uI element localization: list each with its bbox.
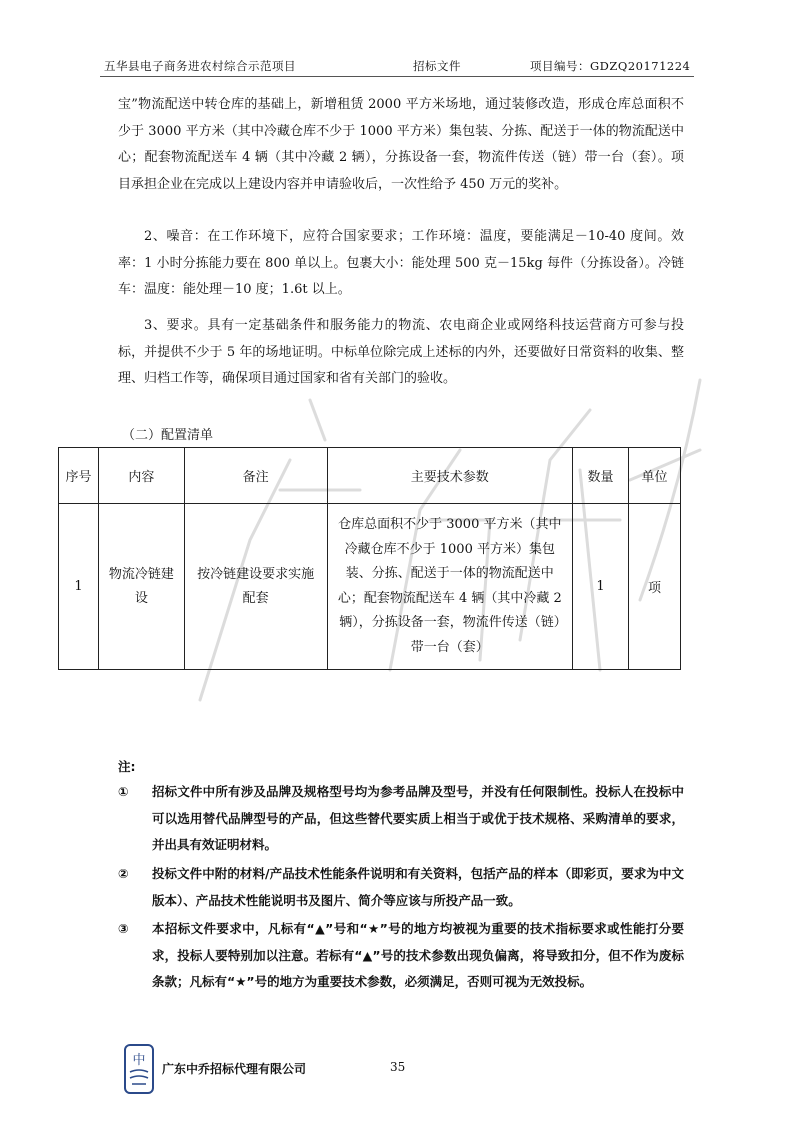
note-text: 本招标文件要求中，凡标有“▲”号和“★”号的地方均被视为重要的技术指标要求或性能打分要求，投标人要特别加以注意。若标有“▲”号的技术参数出现负偏离，将导致扣分，但不作为废标条款；凡标有“★”号的地方为重要技术参数，必须满足，否则可视为无效投标。 <box>152 921 684 989</box>
notes-title: 注: <box>118 759 136 774</box>
page-number: 35 <box>390 1060 406 1074</box>
svg-text:中: 中 <box>132 1053 146 1068</box>
cell-params: 仓库总面积不少于 3000 平方米（其中冷藏仓库不少于 1000 平方米）集包装、分拣、配送于一体的物流配送中心；配套物流配送车 4 辆（其中冷藏 2 辆），分拣设备一套，物流件传送（链）带一台（套） <box>327 504 573 670</box>
header-cell-remark: 备注 <box>184 448 327 504</box>
cell-content: 物流冷链建设 <box>98 504 184 670</box>
note-text: 投标文件中附的材料/产品技术性能条件说明和有关资料，包括产品的样本（即彩页，要求为中文版本）、产品技术性能说明书及图片、简介等应该与所投产品一致。 <box>152 866 684 908</box>
config-section-title: （二）配置清单 <box>122 428 214 443</box>
cell-qty: 1 <box>573 504 629 670</box>
header-divider <box>100 76 694 77</box>
header-cell-qty: 数量 <box>573 448 629 504</box>
note-number: ② <box>118 866 129 881</box>
note-number: ③ <box>118 921 129 936</box>
config-table <box>58 447 681 670</box>
header-cell-params: 主要技术参数 <box>327 448 573 504</box>
header-cell-content: 内容 <box>98 448 184 504</box>
note-number: ① <box>118 784 129 799</box>
header-project-code: 项目编号：GDZQ20171224 <box>530 59 691 73</box>
paragraph-intro: 宝”物流配送中转仓库的基础上，新增租赁 2000 平方米场地，通过装修改造，形成仓库总面积不少于 3000 平方米（其中冷藏仓库不少于 1000 平方米）集包装、分拣、配送于一体的物流配送中心；配套物流配送车 4 辆（其中冷藏 2 辆），分拣设备一套，物流件传送（链）带一台（套）。项目承担企业在完成以上建设内容并申请验收后，一次性给予 450 万元的奖补。 <box>118 97 684 192</box>
note-text: 招标文件中所有涉及品牌及规格型号均为参考品牌及型号，并没有任何限制性。投标人在投标中可以选用替代品牌型号的产品，但这些替代要实质上相当于或优于技术规格、采购清单的要求，并出具有效证明材料。 <box>152 784 684 852</box>
header-cell-unit: 单位 <box>629 448 681 504</box>
table-header-row <box>59 448 681 504</box>
cell-unit: 项 <box>629 504 681 670</box>
header-cell-no: 序号 <box>59 448 99 504</box>
paragraph-noise: 2、噪音：在工作环境下，应符合国家要求；工作环境：温度，要能满足－10-40 度间。效率：1 小时分拣能力要在 800 单以上。包裹大小：能处理 500 克－15kg 每件（分拣设备）。冷链车：温度：能处理－10 度；1.6t 以上。 <box>118 229 684 297</box>
header-doc-type: 招标文件 <box>413 59 461 73</box>
cell-remark: 按冷链建设要求实施配套 <box>184 504 327 670</box>
header-project-name: 五华县电子商务进农村综合示范项目 <box>104 59 296 73</box>
company-logo-icon <box>124 1044 154 1094</box>
footer-company-name: 广东中乔招标代理有限公司 <box>162 1062 307 1076</box>
cell-no: 1 <box>59 504 99 670</box>
page-header <box>98 58 698 78</box>
paragraph-requirements: 3、要求。具有一定基础条件和服务能力的物流、农电商企业或网络科技运营商方可参与投标，并提供不少于 5 年的场地证明。中标单位除完成上述标的内外，还要做好日常资料的收集、整理、归档工作等，确保项目通过国家和省有关部门的验收。 <box>118 318 684 386</box>
table-row <box>59 504 681 670</box>
